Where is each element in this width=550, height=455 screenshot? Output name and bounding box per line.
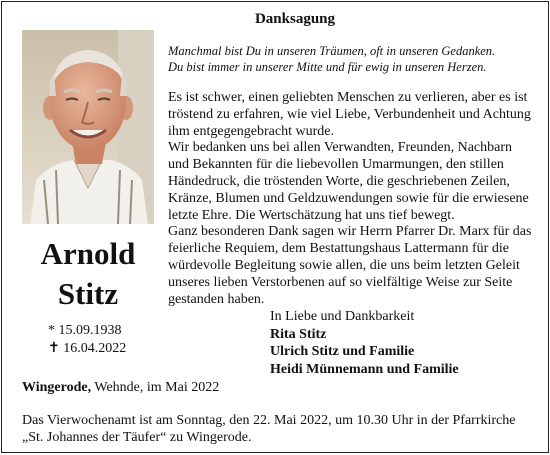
signature-block: [270, 308, 459, 378]
service-notice: [22, 412, 542, 446]
poem: [168, 43, 538, 75]
family-name: Rita Stitz: [270, 326, 327, 342]
town-name: Wingerode,: [22, 380, 92, 395]
deceased-name: [22, 234, 154, 314]
poem-line: Manchmal bist Du in unseren Träumen, oft in unseren Gedanken.: [168, 44, 496, 58]
obituary-card: [1, 1, 549, 453]
death-date: ✝ 16.04.2022: [48, 341, 127, 356]
paragraph: Ganz besonderen Dank sagen wir Herrn Pfarrer Dr. Marx für das feierliche Requiem, dem Bestattungshaus Lattermann für die würdevolle Begleitung sowie allen, die uns beim letzten Geleit unseres lieben Verstorbenen auf so vielfältige Weise zur Seite gestanden haben.: [168, 224, 532, 307]
paragraph: Wir bedanken uns bei allen Verwandten, Freunden, Nachbarn und Bekannten für die liebevollen Umarmungen, den stillen Händedruck, die tröstenden Worte, die geschriebenen Zeilen, Kränze, Blumen und Geldzuwendungen sowie für die erwiesene letzte Ehre. Die Wertschätzung hat uns tief bewegt.: [168, 140, 529, 223]
last-name: Stitz: [57, 276, 119, 311]
notice-line: Das Vierwochenamt ist am Sonntag, den 22. Mai 2022, um 10.30 Uhr in der Pfarrkirche: [22, 413, 516, 428]
page-title: Danksagung: [254, 11, 336, 27]
first-name: Arnold: [40, 236, 136, 271]
signature-intro: In Liebe und Dankbarkeit: [270, 309, 415, 324]
place-rest: Wehnde, im Mai 2022: [91, 380, 220, 395]
portrait-photo: [22, 30, 154, 224]
family-name: Heidi Münnemann und Familie: [270, 361, 459, 377]
birth-date: * 15.09.1938: [48, 323, 122, 338]
family-name: Ulrich Stitz und Familie: [270, 344, 415, 359]
paragraph: Es ist schwer, einen geliebten Menschen zu verlieren, aber es ist tröstend zu erfahren, wie viel Liebe, Verbundenheit und Achtung ihm entgegengebracht wurde.: [168, 90, 531, 139]
place-date: [22, 380, 219, 396]
life-dates: [48, 322, 126, 358]
thanks-text: [168, 90, 534, 308]
notice-line: „St. Johannes der Täufer“ zu Wingerode.: [22, 430, 252, 445]
poem-line: Du bist immer in unserer Mitte und für ewig in unseren Herzen.: [168, 60, 487, 74]
